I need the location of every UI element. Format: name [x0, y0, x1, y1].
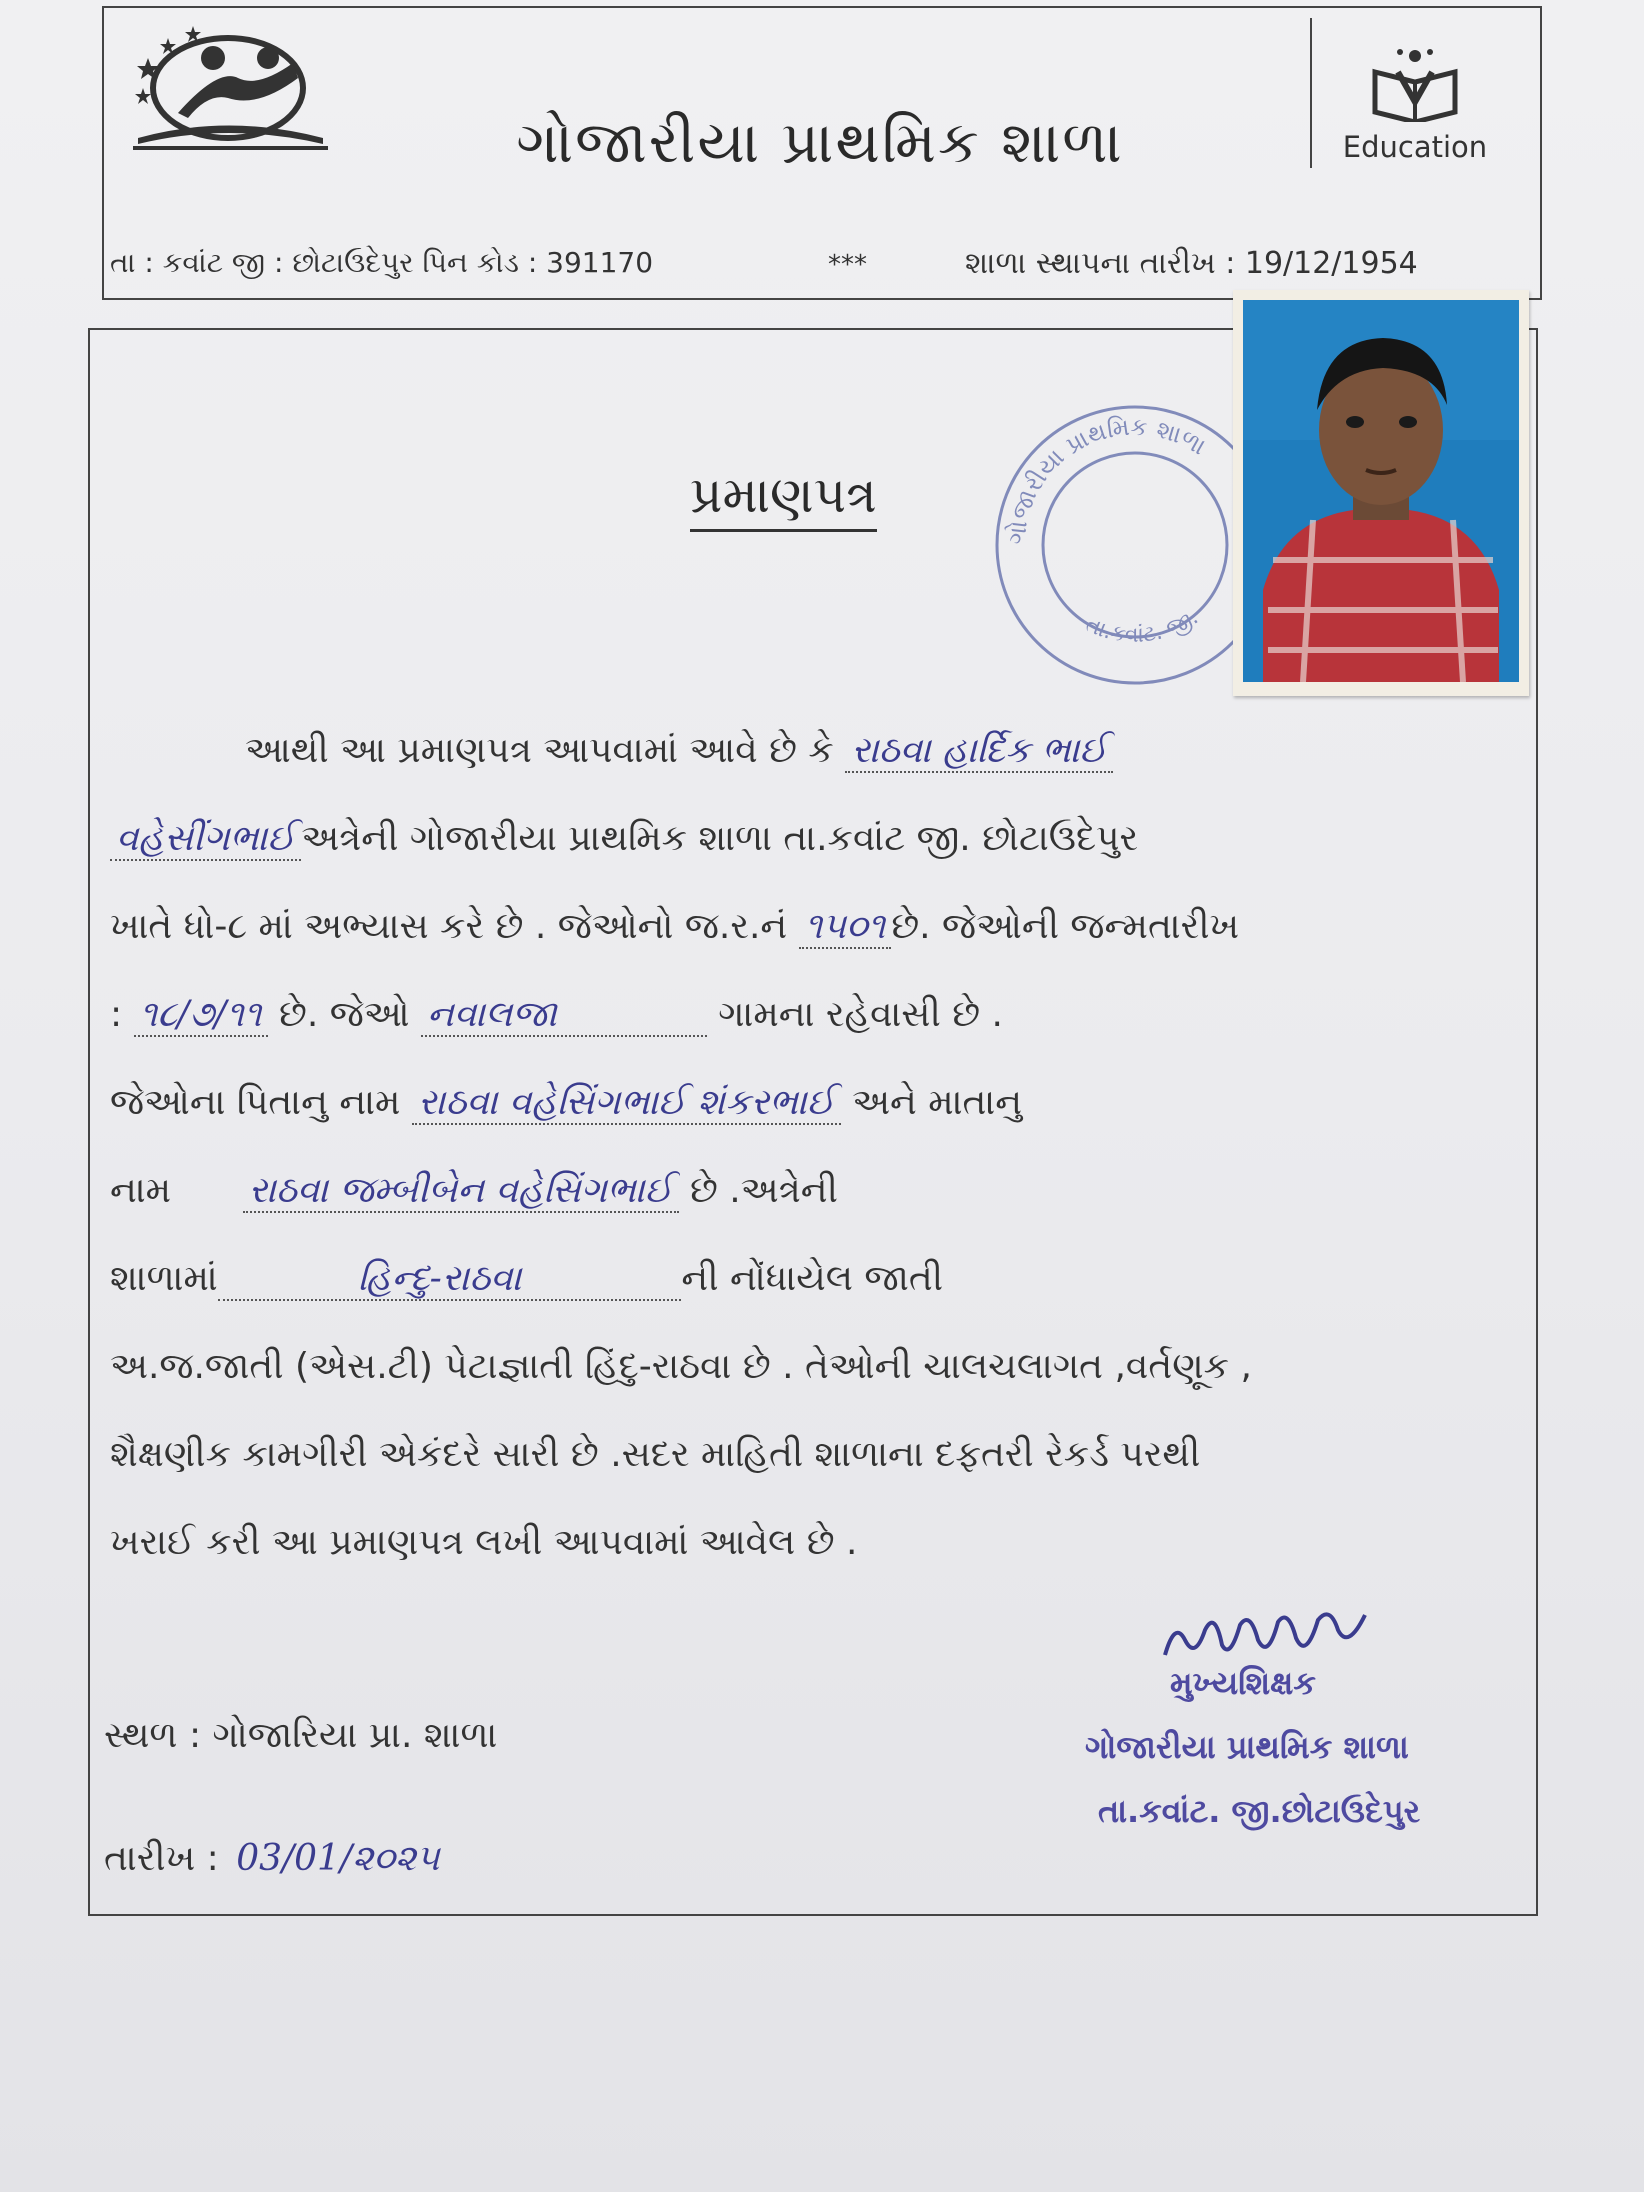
- place-line: સ્થળ : ગોજારિયા પ્રા. શાળા: [104, 1715, 498, 1756]
- gr-number: ૧૫૦૧: [799, 906, 892, 949]
- body-line-9: શૈક્ષણીક કામગીરી એકંદરે સારી છે .સદર માહિતી શાળાના દફતરી રેકર્ડ પરથી: [110, 1434, 1201, 1475]
- svg-text:ગોજારીયા પ્રાથમિક શાળા: [1002, 413, 1210, 546]
- svg-text:તા.કવાંટ. જી.: [1082, 605, 1203, 648]
- body-line-1: [245, 730, 1113, 772]
- line1-text: આથી આ પ્રમાણપત્ર આપવામાં આવે છે કે: [245, 730, 846, 771]
- line5-text: જેઓના પિતાનુ નામ: [110, 1082, 412, 1123]
- father-name: રાઠવા વહેસિંગભાઈ શંકરભાઈ: [412, 1082, 841, 1125]
- stamp-top-text: ગોજારીયા પ્રાથમિક શાળા: [1002, 412, 1211, 546]
- line7-text: શાળામાં: [110, 1258, 218, 1299]
- caste-name: હિન્દુ-રાઠવા: [218, 1258, 682, 1301]
- body-line-3: [110, 906, 1239, 948]
- student-photo: [1233, 290, 1529, 696]
- student-portrait-image: [1243, 300, 1519, 682]
- date-label: તારીખ :: [104, 1838, 231, 1879]
- school-logo-icon: [118, 18, 348, 153]
- line5-post-text: અને માતાનુ: [840, 1082, 1023, 1123]
- book-icon: [1370, 42, 1460, 122]
- school-address: તા : કવાંટ જી : છોટાઉદેપુર પિન કોડ : 391170: [110, 246, 654, 279]
- headmaster-designation: મુખ્યશિક્ષક: [1170, 1664, 1316, 1702]
- certificate-title: પ્રમાણપત્ર: [690, 466, 877, 532]
- line3-post-text: છે. જેઓની જન્મતારીખ: [891, 906, 1240, 947]
- body-line-6: [110, 1170, 838, 1212]
- birth-date: ૧૮/૭/૧૧: [134, 994, 268, 1037]
- line4-post-text: ગામના રહેવાસી છે .: [706, 994, 1003, 1035]
- body-line-5: [110, 1082, 1022, 1124]
- line4-mid-text: છે. જેઓ: [267, 994, 422, 1035]
- education-logo: [1325, 42, 1505, 187]
- education-label: Education: [1342, 130, 1488, 164]
- school-name: ગોજારીયા પ્રાથમિક શાળા: [516, 108, 1124, 176]
- line7-post-text: ની નોંધાયેલ જાતી: [681, 1258, 944, 1299]
- student-father-suffix: વહેસીંગભાઈ: [110, 818, 301, 861]
- signature-location: તા.કવાંટ. જી.છોટાઉદેપુર: [1098, 1792, 1421, 1830]
- date-value: 03/01/૨૦૨૫: [236, 1838, 440, 1879]
- line6-text: નામ: [110, 1170, 183, 1211]
- header-divider: [1310, 18, 1312, 168]
- line3-text: ખાતે ધો-૮ માં અભ્યાસ કરે છે . જેઓનો જ.ર.નં: [110, 906, 799, 947]
- stamp-bottom-text: તા.કવાંટ. જી.: [1081, 605, 1203, 648]
- line6-post-text: છે .અત્રેની: [678, 1170, 838, 1211]
- line4-text: :: [110, 994, 134, 1035]
- headmaster-signature-icon: [1160, 1600, 1370, 1670]
- date-line: [104, 1838, 446, 1880]
- line2-text: અત્રેની ગોજારીયા પ્રાથમિક શાળા તા.કવાંટ જી. છોટાઉદેપુર: [301, 818, 1139, 859]
- establishment-date: શાળા સ્થાપના તારીખ : 19/12/1954: [965, 246, 1418, 281]
- body-line-4: [110, 994, 1003, 1036]
- separator-stars: ***: [828, 250, 867, 280]
- body-line-10: ખરાઈ કરી આ પ્રમાણપત્ર લખી આપવામાં આવેલ છે .: [110, 1522, 858, 1563]
- village-name: નવાલજા: [421, 994, 707, 1037]
- student-name: રાઠવા હાર્દિક ભાઈ: [845, 730, 1113, 773]
- body-line-2: [110, 818, 1138, 860]
- body-line-8: અ.જ.જાતી (એસ.ટી) પેટાજ્ઞાતી હિંદુ-રાઠવા છે . તેઓની ચાલચલાગત ,વર્તણૂક ,: [110, 1346, 1252, 1387]
- body-line-7: [110, 1258, 943, 1300]
- signature-school-name: ગોજારીયા પ્રાથમિક શાળા: [1085, 1728, 1409, 1766]
- mother-name: રાઠવા જમ્બીબેન વહેસિંગભાઈ: [243, 1170, 679, 1213]
